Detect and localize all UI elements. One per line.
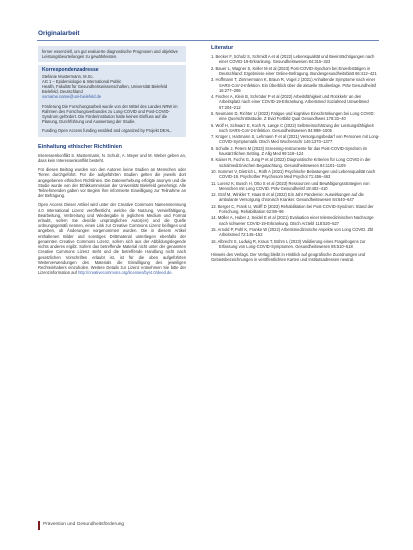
section-tag: Originalarbeit bbox=[38, 30, 80, 37]
open-access-text: Open Access Dieser Artikel wird unter der Creative Commons Namensnennung 4.0 International Lizenz veröffentlicht, welche die Nutzung, Vervielfältigung, Bearbeitung, Verbreitung und Wiedergabe in jeglichem Medium und Format erlaubt, sofern Sie den/die ursprünglichen Autor(en) und die Quelle ordnungsgemäß nennen, einen Link zur Creative Commons Lizenz beifügen und angeben, ob Änderungen vorgenommen wurden. Die in diesem Artikel enthaltenen Bilder und sonstiges Drittmaterial unterliegen ebenfalls der genannten Creative Commons Lizenz, sofern sich aus der Abbildungslegende nichts anderes ergibt. Sofern das betreffende Material nicht unter der genannten Creative Commons Lizenz steht und die betreffende Handlung nicht nach gesetzlichen Vorschriften erlaubt ist, ist für die oben aufgeführten Weiterverwendungen des Materials die Einwilligung des jeweiligen Rechteinhabers einzuholen. Weitere Details zur Lizenz entnehmen Sie bitte der Lizenzinformation auf bbox=[38, 202, 186, 276]
left-column bbox=[38, 46, 186, 279]
publisher-note: Hinweis des Verlags. Der Verlag bleibt in Hinblick auf geografische Zuordnungen und Gebietsbezeichnungen in veröffentlichten Karten und Institutsadressen neutral. bbox=[211, 251, 366, 263]
reference-item: 3. Hoffmann T, Zimmermann K, Braun R, Vogel J (2021) Anhaltende Symptome nach einer SARS-CoV-2-Infektion. Ein Überblick über die aktuelle Studienlage. Präv Gesundheitsf 16:277–285 bbox=[211, 77, 377, 93]
address-line: Bielefeld, Deutschland bbox=[42, 89, 83, 95]
ethics-paragraph: Für diesen Beitrag wurden von den Autoren keine Studien an Menschen oder Tieren durchgeführt. Für die aufgeführten Studien gelten die jeweils dort angegebenen ethischen Richtlinien. Die Datenerhebung erfolgte anonym und die Studie wurde von der Ethikkommission der Universität Bielefeld genehmigt. Alle Teilnehmenden gaben vor Beginn ihre informierte Einwilligung zur Teilnahme an der Befragung. bbox=[38, 167, 186, 199]
correspondence-box bbox=[38, 65, 186, 136]
address-line: Health, Fakultät für Gesundheitswissenschaften, Universität Bielefeld bbox=[42, 84, 168, 90]
right-column bbox=[211, 46, 381, 266]
reference-list bbox=[211, 54, 381, 249]
intro-text: ferner essenziell, um gut evaluierte diagnostische Prognosen und objektive Leistungsbeurteilungen zu gewährleisten. bbox=[42, 49, 178, 60]
reference-item: 13. Berger C, Frank U, Wolff D (2023) Rehabilitation bei Post-COVID-Syndrom: Stand der Forschung. Rehabilitation 62:88–96 bbox=[211, 203, 374, 214]
reference-item: 5. Neumann D, Richter U (2023) Fatigue und kognitive Einschränkungen bei Long COVID: eine Querschnittsstudie. Z Evid Fortbild Qual Gesundhwes 178:33–40 bbox=[211, 110, 375, 122]
correspondence-address bbox=[42, 74, 182, 100]
reference-item: 6. Wolf H, Schwarz E, Koch N, Lange C (2022) Selbsteinschätzung der Leistungsfähigkeit nach SARS-CoV-2-Infektion. Gesundheitswesen 84:998–1005 bbox=[211, 122, 374, 133]
reference-item: 11. Lorenz K, Busch H, Otto S et al (2023) Ressourcen und Bewältigungsstrategien von Menschen mit Long COVID. Präv Gesundheitsf 18:402–410 bbox=[211, 180, 370, 191]
address-line: AG 1 – Epidemiologie & International Public bbox=[42, 78, 122, 84]
reference-item: 8. Schulte J, Peters M (2023) Screening-Instrumente für das Post-COVID-Syndrom im hausärztlichen Setting. Z Allg Med 99:118–124 bbox=[211, 145, 368, 156]
reference-item: 7. Krüger I, Hartmann S, Lehmann F et al (2021) Versorgungsbedarf von Personen mit Long-COVID-Symptomatik. Dtsch Med Wochenschr 146:1370–1377 bbox=[211, 134, 380, 145]
reference-item: 14. Möller A, Huber J, Seidel E et al (2021) Evaluation einer telemedizinischen Nachsorge nach schwerer COVID-19-Erkrankung. Dtsch Arztebl 118:520–527 bbox=[211, 215, 374, 226]
open-access-paragraph bbox=[38, 202, 186, 275]
ethics-title: Einhaltung ethischer Richtlinien bbox=[38, 143, 123, 150]
reference-item: 1. Becker F, Scholz S, Schmidt A et al (2022) Lebensqualität und Beeinträchtigungen nach einer COVID-19-Erkrankung. Gesundheitswesen 84:315–323 bbox=[211, 54, 375, 65]
funding-text: Förderung Die Forschungsarbeit wurde von der Mittel des Landes NRW im Rahmen des Forschungsverbundes zu Long-COVID und Post-COVID-Syndrom gefördert. Die Förderinstitution hatte keinen Einfluss auf die Planung, Durchführung und Auswertung der Studie. bbox=[42, 103, 178, 125]
conflict-paragraph: Interessenkonflikt S. Mustermann, N. Schulz, A. Meyer und M. Weber geben an, dass kein Interessenkonflikt besteht. bbox=[38, 152, 186, 164]
correspondence-heading: Korrespondenzadresse bbox=[42, 67, 99, 74]
reference-item: 15. Arnold P, Pohl K, Franke W (2022) Arbeitsmedizinische Aspekte von Long COVID. Zbl Arbeitsmed 72:145–152 bbox=[211, 226, 374, 238]
intro-box bbox=[38, 46, 186, 62]
reference-item: 16. Albrecht S, Ludwig R, Kraus T, Böhm L (2023) Validierung eines Fragebogens zur Erfassung von Long-COVID-Symptomen. Gesundheitswesen 85:510–518 bbox=[211, 238, 366, 249]
email-link[interactable]: vorname.name@uni-bielefeld.de bbox=[42, 94, 102, 100]
funding-open-access: Funding Open Access funding enabled and organized by Projekt DEAL. bbox=[42, 128, 172, 134]
reference-item: 2. Bauer L, Wagner S, Keller M et al (2023) Post-COVID-Syndrom bei Erwerbstätigen in Deutschland: Ergebnisse einer Online-Befragung. Bundesgesundheitsblatt 66:412–421 bbox=[211, 65, 377, 76]
license-link[interactable]: http://creativecommons.org/licenses/by/4.0/deed.de. bbox=[78, 270, 173, 276]
reference-item: 10. Sommer V, Dietrich L, Roth A (2021) Psychische Belastungen und Lebensqualität nach COVID-19. Psychother Psychosom Med Psychol 71:456–463 bbox=[211, 168, 376, 180]
header-rule bbox=[37, 40, 379, 41]
journal-name: Prävention und Gesundheitsförderung bbox=[43, 522, 125, 527]
reference-item: 12. Graf M, Winkler T, Haas B et al (2022) Ein Jahr Pandemie: Auswirkungen auf die ambulante Versorgung chronisch Kranker. Gesundheitswesen 84:640–647 bbox=[211, 192, 364, 203]
reference-item: 9. Kaiser R, Fuchs G, Jung P et al (2022) Diagnostische Kriterien für Long COVID in der sozialmedizinischen Begutachtung. Gesundheitswesen 84:1101–1109 bbox=[211, 157, 371, 168]
reference-item: 4. Fischer A, Klein B, Schröder P et al (2022) Arbeitsfähigkeit und Rückkehr an den Arbeitsplatz nach einer COVID-19-Erkrankung. Arbeitsmed Sozialmed Umweltmed 57:204–212 bbox=[211, 94, 369, 110]
literature-title: Literatur bbox=[211, 45, 234, 51]
footer-accent-bar bbox=[38, 521, 40, 530]
author-name: Stefanie Mustermann, M.Sc. bbox=[42, 73, 94, 79]
